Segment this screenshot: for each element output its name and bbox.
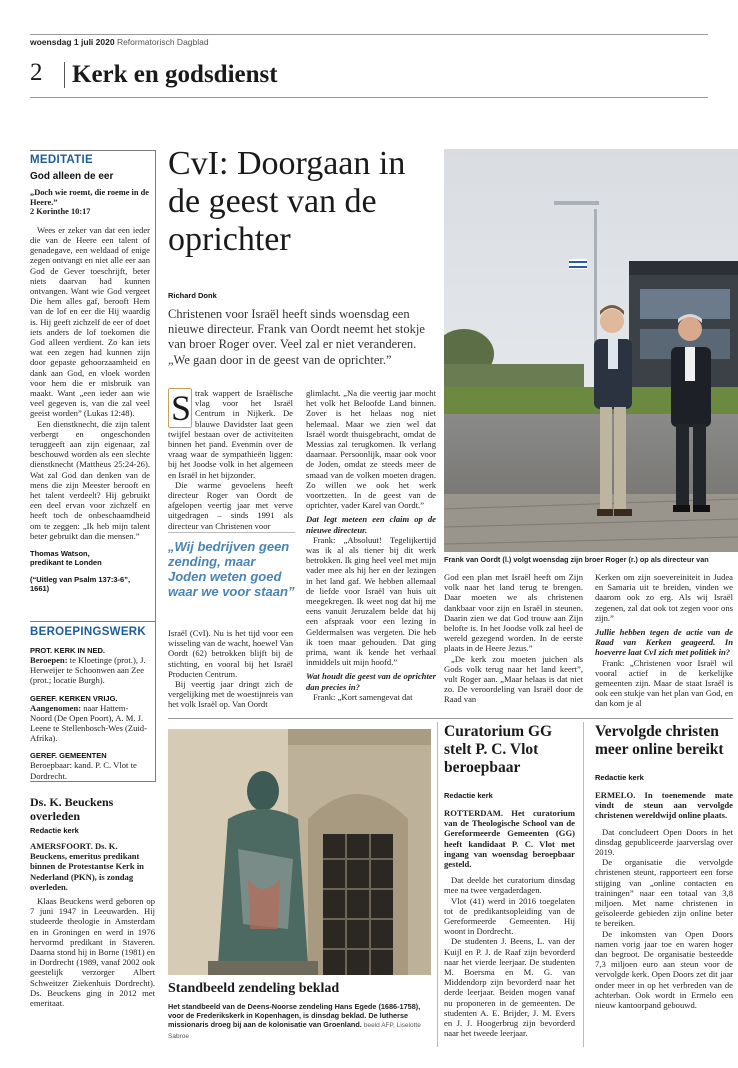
paper-name: Reformatorisch Dagblad (116, 37, 209, 47)
curatorium-article (444, 723, 575, 1038)
curatorium-body (444, 875, 575, 1038)
beroep-block (30, 751, 150, 780)
beroep-heading: GEREF. GEMEENTEN (30, 751, 107, 761)
main-paragraph: Frank: „Absoluut! Tegelijkertijd was ik al als tiener bij dit werk betrokken. Ik ging heel veel met mijn vader mee als hij her en der lezingen in het land gaf. We hebben allemaal de liefde voor Israël van huis uit meegekregen. Ik weet nog dat hij me eens vanuit Jeruzalem belde dat hij een afspraak voor een lezing in Geldermalsen was vergeten. Die heb ik toen maar gehouden. Dat ging prima, want ik kende het verhaal inmiddels uit mijn hoofd.” (306, 534, 436, 668)
meditatie-title: God alleen de eer (30, 171, 114, 182)
meditatie-author: Thomas Watson, (30, 549, 90, 559)
page-date: woensdag 1 juli 2020 Reformatorisch Dagblad (30, 37, 209, 47)
curatorium-paragraph: De studenten J. Beens, L. van der Kuijl en P. J. de Raaf zijn bevorderd naar het vierde leerjaar. De studenten M. Boersma en M. G. van Middendorp zijn bevorderd naar het derde leerjaar. Beiden mogen vanaf nu proponeren in de gemeenten. De studenten A. E. Brijder, J. M. Evers en J. J. Hoogerbrug zijn bevorderd naar het tweede leerjaar. (444, 936, 575, 1039)
curatorium-headline: Curatorium GG stelt P. C. Vlot beroepbaar (444, 723, 553, 776)
main-paragraph: Israël (CvI). Nu is het tijd voor een wisseling van de wacht, hoewel Van Oordt (62) betrokken blijft bij de stichting, en vooral bij het Israël Producten Centrum. (168, 628, 293, 679)
beuckens-text: Klaas Beuckens werd geboren op 7 juni 1947 in Leeuwarden. Hij studeerde theologie in Amsterdam en in Groningen en werd in 1976 hervormd predikant in Staveren. Daarna stond hij in Borne (1981) en in Dordrecht (1989, vanaf 2002 ook geestelijk verzorger Albert Schweitzer Ziekenhuis Dordrecht). Ds. Beuckens ging in 2012 met emeritaat. (30, 896, 155, 1009)
main-paragraph: God een plan met Israël heeft om Zijn volk naar het land terug te brengen. Daar moeten we als christenen dankbaar voor zijn en Israël in steunen. Daarin zien we dat God trouw aan Zijn belofte is. In het Joodse volk zal heel de wereld gezegend worden. In de eerste plaats in de Heere Jezus.” (444, 572, 583, 654)
section-title: Kerk en godsdienst (72, 61, 278, 88)
beroep-heading: PROT. KERK IN NED. (30, 646, 106, 655)
meditatie-ref: 2 Korinthe 10:17 (30, 207, 91, 217)
beroep-sub: Beroepen: (30, 655, 68, 665)
curatorium-byline: Redactie kerk (444, 791, 493, 800)
pullquote: „Wij bedrijven geen zending, maar Joden weten goed waar we voor staan” (168, 539, 295, 599)
statue-headline: Standbeeld zendeling beklad (168, 981, 340, 996)
meditatie-body (30, 225, 150, 541)
curatorium-lead: ROTTERDAM. Het curatorium van de Theologische School van de Gereformeerde Gemeenten (GG) heeft kandidaat P. C. Vlot met ingang van woensdag beroepbaar gesteld. (444, 808, 575, 870)
statue-photo (168, 729, 431, 975)
main-col-2 (306, 388, 436, 702)
vervolgde-paragraph: Dat concludeert Open Doors in het dinsdag gepubliceerde jaarverslag over 2019. (595, 826, 733, 858)
main-col-4 (595, 572, 733, 709)
main-byline: Richard Donk (168, 291, 217, 300)
main-question: Jullie hebben tegen de actie van de Raad van Kerken geageerd. In hoeverre laat CvI zich met politiek in? (595, 627, 733, 658)
statue-caption (168, 1002, 431, 1041)
main-col-1b (168, 628, 293, 710)
main-paragraph: glimlacht. „Na die veertig jaar mocht het volk het Beloofde Land binnen. Zover is het helaas nog niet helemaal. Maar we zien wel dat Israël wordt thuisgebracht, omdat de Messias zal terugkomen. Ik verlang daarnaar. Persoonlijk, maar ook voor de Joden, omdat ze steeds meer de smaad van de volken moeten dragen. Zo willen we ook het werk voortzetten. In de geest van de oprichter, vader Karel van Oordt.” (306, 388, 436, 511)
meditatie-quote: „Doch wie roemt, die roeme in de Heere.” (30, 188, 150, 207)
main-dropcap: S (171, 388, 192, 428)
beroepingswerk-label: BEROEPINGSWERK (30, 626, 147, 638)
vervolgde-body (595, 827, 733, 1011)
main-col-1 (168, 388, 293, 531)
beroep-block (30, 694, 150, 744)
main-intro: Christenen voor Israël heeft sinds woensdag een nieuwe directeur. Frank van Oordt neemt het stokje van broer Roger over. Veel zal er niet veranderen. „We gaan door in de geest van de oprichter.” (168, 307, 425, 367)
beuckens-title: Ds. K. Beuckens overleden (30, 795, 114, 823)
vervolgde-paragraph: De organisatie die vervolgde christenen steunt, rapporteert een forse stijging van „online contacten en trainingen” naar een totaal van 3,8 miljoen. Met name christenen in geïsoleerde gebieden zijn online beter te bereiken. (595, 857, 733, 929)
meditatie-author-role: predikant te Londen (30, 558, 102, 568)
beuckens-byline: Redactie kerk (30, 826, 79, 835)
beroep-heading: GEREF. KERKEN VRIJG. (30, 693, 118, 703)
beroep-text: naar Hattem-Noord (De Open Poort), A. M. J. Leene te Stellenbosch-Wes (Zuid-Afrika). (30, 702, 147, 744)
meditatie-source: (“Uitleg van Psalm 137:3-6”, 1661) (30, 575, 131, 594)
main-paragraph: trak wappert de Israëlische vlag voor het Israël Centrum in Nijkerk. De blauwe Davidster laat geen twijfel bestaan over de activiteiten binnen het pand. Evenmin over de vraag waar de sympathieën liggen: bij het Joodse volk in het algemeen en Israël in het bijzonder. (168, 388, 293, 480)
beroep-block (30, 646, 150, 686)
main-col-3 (444, 572, 583, 705)
meditatie-paragraph: Wees er zeker van dat een ieder die van de Heere een talent of genadegave, een weldaad of enige zegen ontvangt en niet alle eer aan God de Gever toeschrijft, beter niets daarvan had kunnen ontvangen. Want wie God vergeet Die hem alles gaf, berooft Hem van de lof en eer die Hij waardig is. Hij geeft zichzelf de eer of doet iets anders de lof toekomen die God alleen verdient. Zo kan iets wat een zegen had kunnen zijn door gepaste gehoorzaamheid en dank aan God, en vloek worden voor hem die er misbruik van maakt. Want „een ieder aan wie veel gegeven is, van die zal veel geeist worden” (Lukas 12:48). (30, 224, 150, 419)
main-paragraph: Bij veertig jaar dringt zich de vergelijking met de woestijnreis van het volk Israël op. Van Oordt (168, 679, 293, 710)
meditatie-box (30, 154, 150, 593)
beroep-sub: Aangenomen: (30, 702, 82, 713)
beroep-text: Beroepbaar: kand. P. C. Vlot te Dordrecht. (30, 760, 137, 781)
pullquote-box (168, 532, 295, 599)
vervolgde-headline: Vervolgde christen meer online bereikt (595, 723, 724, 758)
vervolgde-lead: ERMELO. In toenemende mate vindt de steun aan vervolgde christenen wereldwijd online plaats. (595, 790, 733, 821)
main-question: Dat legt meteen een claim op de nieuwe directeur. (306, 514, 436, 535)
beroepingswerk-box (30, 626, 150, 781)
beroep-text: te Kloetinge (prot.), J. Herweijer te Schoonwen aan Zee (prot.; locatie Burgh). (30, 655, 146, 686)
beuckens-article (30, 796, 155, 1008)
vervolgde-byline: Redactie kerk (595, 773, 644, 782)
statue-credit: beeld AFP, Liselotte Sabroe (168, 1022, 421, 1040)
statue-caption-text: Het standbeeld van de Deens-Noorse zendeling Hans Egede (1686-1758), voor de Frederikskerk in Kopenhagen, is dinsdag beklad. De lutherse missionaris droeg bij aan de kolonisatie van Groenland. (168, 1002, 421, 1030)
main-paragraph: Frank: „Kort samengevat dat (313, 691, 413, 702)
main-headline: CvI: Doorgaan in de geest van de oprichter (168, 145, 406, 258)
main-paragraph: Frank: „Christenen voor Israël wil vooral actief in de kerkelijke gemeenten zijn. Maar de staat Israël is ook een stukje van het plan van God, en dan kom je al (595, 657, 733, 709)
curatorium-paragraph: Dat deelde het curatorium dinsdag mee na twee vergaderdagen. (444, 875, 575, 896)
main-question: Wat houdt die geest van de oprichter dan precies in? (306, 671, 436, 692)
directors-photo (444, 149, 738, 552)
meditatie-label: MEDITATIE (30, 154, 93, 166)
meditatie-paragraph: Een dienstknecht, die zijn talent verbergt en ongeschonden teruggeeft aan zijn eigenaar, zal beschouwd worden als een slechte dienstknecht (Mattheus 25:24-26). Wat zal God dan denken van de mens die zijn Meester berooft en het talent verdeelt? Hij gebruikt een deel ervan voor zichzelf en heeft toch de onbeschaamdheid om te zeggen: „Ik heb mijn talent beter gebruikt dan die mensen.” (30, 418, 150, 541)
page-number: 2 (30, 59, 43, 86)
main-paragraph: „De kerk zou moeten juichen als Gods volk terug naar het land keert”, vult Roger aan. „Maar helaas is dat niet zo. De veroordeling van Israël door de Raad van (444, 653, 583, 705)
beuckens-body (30, 896, 155, 1008)
main-paragraph: Kerken om zijn soevereiniteit in Judea en Samaria uit te breiden, vinden we daarom ook zo erg. Als wij Israël zegenen, zal dat ook tot zegen voor ons zijn.” (595, 572, 733, 623)
main-paragraph: Die warme gevoelens heeft directeur Roger van Oordt de afgelopen veertig jaar met verve uitgedragen – sinds 1991 als directeur van Christenen voor (168, 479, 293, 531)
curatorium-paragraph: Vlot (41) werd in 2016 toegelaten tot de predikantsopleiding van de Gereformeerde Gemeenten. Hij woont in Dordrecht. (444, 895, 575, 937)
beuckens-lead: AMERSFOORT. Ds. K. Beuckens, emeritus predikant binnen de Protestantse Kerk in Nederland (PKN), is zondag overleden. (30, 841, 144, 892)
vervolgde-article (595, 723, 733, 1010)
vervolgde-paragraph: De inkomsten van Open Doors namen vorig jaar toe en waren hoger dan begroot. De organisatie besteedde 7,3 miljoen euro aan steun voor de vervolgde kerk. Open Doors zet dit jaar onder meer in op het verbreden van de achterban. Ook wordt in Ermelo een nieuw kantoorpand gebouwd. (595, 928, 733, 1011)
main-photo-caption: Frank van Oordt (l.) volgt woensdag zijn broer Roger (r.) op als directeur van (444, 555, 709, 564)
